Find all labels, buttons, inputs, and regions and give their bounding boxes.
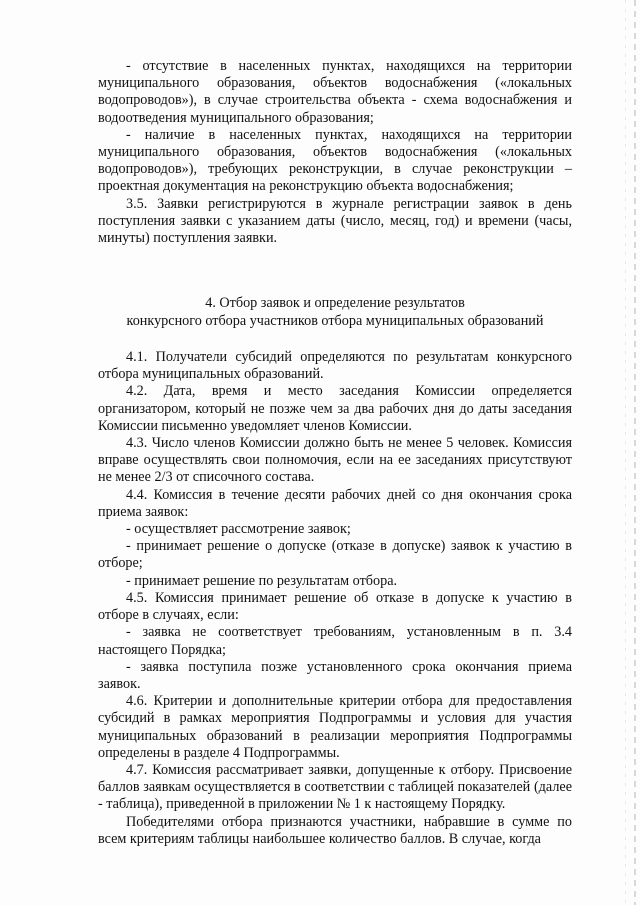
paragraph: 4.3. Число членов Комиссии должно быть не менее 5 человек. Комиссия вправе осуществлять свои полномочия, если на ее заседаниях присутствуют не менее 2/3 от списочного состава. — [98, 435, 572, 486]
section-heading — [98, 295, 572, 330]
paragraph: 4.2. Дата, время и место заседания Комиссии определяется организатором, который не позже чем за два рабочих дня до даты заседания Комиссии письменно уведомляет членов Комиссии. — [98, 383, 572, 434]
section-title-line: 4. Отбор заявок и определение результатов — [205, 295, 465, 312]
list-item: - заявка поступила позже установленного срока окончания приема заявок. — [98, 658, 572, 692]
paragraph: 4.5. Комиссия принимает решение об отказе в допуске к участию в отборе в случаях, если: — [98, 589, 572, 624]
list-item: - принимает решение о допуске (отказе в допуске) заявок к участию в отборе; — [98, 538, 572, 572]
scan-edge-artifact — [625, 0, 626, 905]
paragraph: 3.5. Заявки регистрируются в журнале регистрации заявок в день поступления заявки с указанием даты (число, месяц, год) и времени (часы, минуты) поступления заявки. — [98, 195, 572, 247]
scan-edge-artifact — [634, 0, 636, 905]
paragraph: 4.7. Комиссия рассматривает заявки, допущенные к отбору. Присвоение баллов заявкам осуществляется в соответствии с таблицей показателей (далее - таблица), приведенной в приложении № 1 к настоящему Порядку. — [98, 761, 572, 813]
paragraph: 4.4. Комиссия в течение десяти рабочих дней со дня окончания срока приема заявок: — [98, 486, 572, 520]
list-item: - осуществляет рассмотрение заявок; — [126, 521, 351, 538]
list-item: - принимает решение по результатам отбора. — [126, 572, 398, 589]
paragraph: 4.1. Получатели субсидий определяются по результатам конкурсного отбора муниципальных образований. — [98, 349, 572, 383]
list-item: - заявка не соответствует требованиям, установленным в п. 3.4 настоящего Порядка; — [98, 624, 572, 658]
paragraph: - наличие в населенных пунктах, находящихся на территории муниципального образования, объектов водоснабжения («локальных водопроводов»), требующих реконструкции, в случае реконструкции – проектная документация на реконструкцию объекта водоснабжения; — [98, 126, 572, 195]
paragraph: 4.6. Критерии и дополнительные критерии отбора для предоставления субсидий в рамках мероприятия Подпрограммы и условия для участия муниципальных образований в реализации мероприятия Подпрограммы определены в разделе 4 Подпрограммы. — [98, 693, 572, 761]
paragraph: Победителями отбора признаются участники, набравшие в сумме по всем критериям таблицы наибольшее количество баллов. В случае, когда — [98, 813, 572, 847]
section-title-line: конкурсного отбора участников отбора муниципальных образований — [126, 312, 544, 329]
paragraph: - отсутствие в населенных пунктах, находящихся на территории муниципального образования, объектов водоснабжения («локальных водопроводов»), в случае строительства объекта - схема водоснабжения и водоотведения муниципального образования; — [98, 58, 572, 126]
